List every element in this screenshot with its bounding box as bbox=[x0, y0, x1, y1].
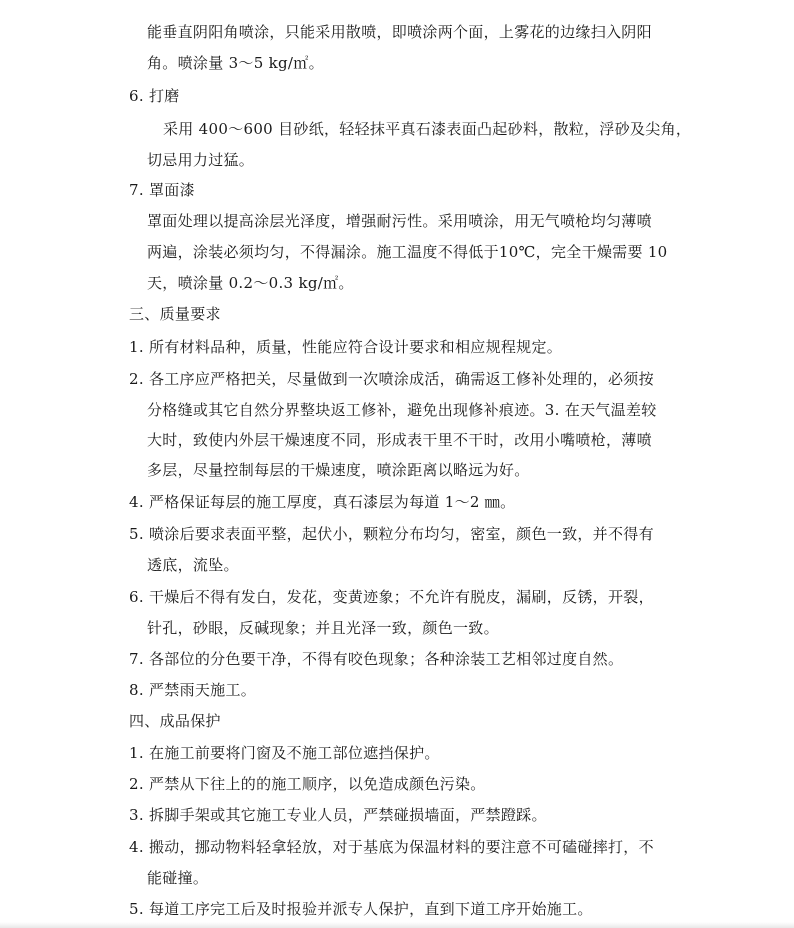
list-item: 4. 搬动，挪动物料轻拿轻放，对于基底为保温材料的要注意不可磕碰摔打，不 bbox=[129, 838, 654, 856]
text-line: 角。喷涂量 3～5 kg/㎡。 bbox=[147, 54, 324, 72]
text-line: 能垂直阴阳角喷涂，只能采用散喷，即喷涂两个面，上雾花的边缘扫入阴阳 bbox=[147, 23, 652, 41]
page-bottom-edge bbox=[0, 922, 794, 928]
list-item: 5. 喷涂后要求表面平整，起伏小，颗粒分布均匀，密室，颜色一致，并不得有 bbox=[129, 525, 654, 543]
text-line: 透底，流坠。 bbox=[147, 556, 239, 574]
list-item: 7. 各部位的分色要干净，不得有咬色现象；各种涂装工艺相邻过度自然。 bbox=[129, 650, 624, 668]
list-item: 1. 在施工前要将门窗及不施工部位遮挡保护。 bbox=[129, 744, 440, 762]
list-item: 1. 所有材料品种，质量，性能应符合设计要求和相应规程规定。 bbox=[129, 338, 563, 356]
text-line: 切忌用力过猛。 bbox=[147, 151, 255, 169]
text-line: 罩面处理以提高涂层光泽度，增强耐污性。采用喷涂，用无气喷枪均匀薄喷 bbox=[147, 212, 652, 230]
text-line: 针孔，砂眼，反碱现象；并且光泽一致，颜色一致。 bbox=[147, 619, 499, 637]
chapter-heading: 三、质量要求 bbox=[129, 305, 221, 323]
list-item: 8. 严禁雨天施工。 bbox=[129, 681, 257, 699]
list-item: 4. 严格保证每层的施工厚度，真石漆层为每道 1～2 ㎜。 bbox=[129, 493, 516, 511]
text-line: 能碰撞。 bbox=[147, 869, 209, 887]
text-line: 两遍，涂装必须均匀，不得漏涂。施工温度不得低于10℃，完全干燥需要 10 bbox=[147, 243, 668, 261]
section-heading: 7. 罩面漆 bbox=[129, 181, 195, 199]
list-item: 6. 干燥后不得有发白，发花，变黄迹象；不允许有脱皮，漏刷，反锈，开裂， bbox=[129, 588, 654, 606]
chapter-heading: 四、成品保护 bbox=[129, 712, 221, 730]
list-item: 2. 严禁从下往上的的施工顺序，以免造成颜色污染。 bbox=[129, 775, 486, 793]
text-line: 大时，致使内外层干燥速度不同，形成表干里不干时，改用小嘴喷枪，薄喷 bbox=[147, 431, 652, 449]
text-line: 采用 400～600 目砂纸，轻轻抹平真石漆表面凸起砂料，散粒，浮砂及尖角， bbox=[163, 120, 692, 138]
list-item: 5. 每道工序完工后及时报验并派专人保护，直到下道工序开始施工。 bbox=[129, 900, 593, 918]
section-heading: 6. 打磨 bbox=[129, 87, 180, 105]
list-item: 3. 拆脚手架或其它施工专业人员，严禁碰损墙面，严禁蹬踩。 bbox=[129, 806, 547, 824]
text-line: 多层，尽量控制每层的干燥速度，喷涂距离以略远为好。 bbox=[147, 461, 530, 479]
text-line: 天，喷涂量 0.2～0.3 kg/㎡。 bbox=[147, 274, 354, 292]
text-line: 分格缝或其它自然分界整块返工修补，避免出现修补痕迹。3. 在天气温差较 bbox=[147, 401, 657, 419]
list-item: 2. 各工序应严格把关，尽量做到一次喷涂成活，确需返工修补处理的，必须按 bbox=[129, 370, 654, 388]
